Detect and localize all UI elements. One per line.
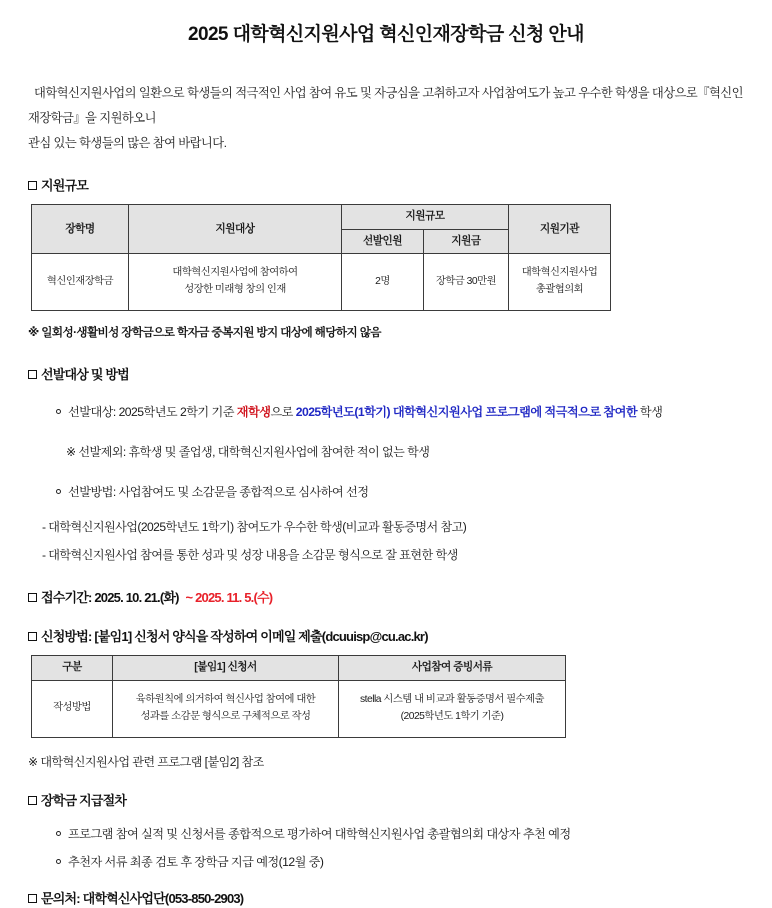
th-category: 구분 <box>32 656 113 680</box>
period-red-text: ~ 2025. 11. 5.(수) <box>185 590 273 606</box>
th-scholarship-name: 장학명 <box>32 205 129 254</box>
cell-target-line-1: 대학혁신지원사업에 참여하여 <box>172 267 298 279</box>
square-bullet-icon <box>28 796 37 805</box>
selection-dash-item-2: - 대학혁신지원사업 참여를 통한 성과 및 성장 내용을 소감문 형식으로 잘 표현한 학생 <box>42 547 458 562</box>
cell-proof-documents <box>339 680 566 737</box>
th-amount: 지원금 <box>424 229 509 253</box>
th-scale-group: 지원규모 <box>342 205 509 229</box>
cell-target <box>129 254 342 311</box>
section-heading-support-scale <box>0 178 772 195</box>
section-heading-apply-method-label: 신청방법: [붙임1] 신청서 양식을 작성하여 이메일 제출(dcuuisp@cu.ac.kr) <box>41 629 428 645</box>
th-selected-count: 선발인원 <box>342 229 424 253</box>
support-scale-note: ※ 일회성·생활비성 장학금으로 학자금 중복지원 방지 대상에 해당하지 않음 <box>28 326 381 340</box>
cell-application-form-line-1: 육하원칙에 의거하여 혁신사업 참여에 대한 <box>135 693 316 705</box>
cell-proof-documents-line-2: (2025학년도 1학기 기준) <box>400 710 504 722</box>
section-heading-selection <box>0 367 772 384</box>
support-scale-table <box>31 204 611 311</box>
square-bullet-icon <box>28 593 37 602</box>
circle-bullet-icon <box>56 409 61 414</box>
apply-method-note: ※ 대학혁신지원사업 관련 프로그램 [붙임2] 참조 <box>28 754 264 769</box>
section-heading-contact <box>0 891 772 908</box>
selection-target-blue: 2025학년도(1학기) 대학혁신지원사업 프로그램에 적극적으로 참여한 <box>295 405 638 420</box>
payment-bullet-1-text: 프로그램 참여 실적 및 신청서를 종합적으로 평가하여 대학혁신지원사업 총괄협의회 대상자 추천 예정 <box>68 826 571 841</box>
selection-target-suffix: 학생 <box>637 405 663 420</box>
payment-bullet-2 <box>0 854 772 872</box>
table-row <box>32 254 611 311</box>
apply-method-table <box>31 655 566 737</box>
th-target: 지원대상 <box>129 205 342 254</box>
square-bullet-icon <box>28 894 37 903</box>
intro-line-1: 대학혁신지원사업의 일환으로 학생들의 적극적인 사업 참여 유도 및 자긍심을 고취하고자 사업참여도가 높고 우수한 학생을 대상으로『혁신인재장학금』을 지원하오니 <box>28 85 743 125</box>
page-title: 2025 대학혁신지원사업 혁신인재장학금 신청 안내 <box>188 24 584 45</box>
cell-application-form <box>113 680 339 737</box>
payment-bullet-1 <box>0 826 772 844</box>
square-bullet-icon <box>28 370 37 379</box>
section-heading-payment-process-label: 장학금 지급절차 <box>41 793 127 809</box>
intro-line-2: 관심 있는 학생들의 많은 참여 바랍니다. <box>28 136 227 151</box>
cell-organization-line-1: 대학혁신지원사업 <box>521 267 598 279</box>
period-black-text: 접수기간: 2025. 10. 21.(화) <box>41 590 182 606</box>
selection-method-text: 선발방법: 사업참여도 및 소감문을 종합적으로 심사하여 선정 <box>68 484 369 499</box>
section-heading-apply-method <box>0 629 772 646</box>
section-heading-period <box>0 590 772 607</box>
cell-application-form-line-2: 성과를 소감문 형식으로 구체적으로 작성 <box>140 710 311 722</box>
selection-exclusion-note: ※ 선발제외: 휴학생 및 졸업생, 대학혁신지원사업에 참여한 적이 없는 학생 <box>66 445 430 459</box>
table-row <box>32 680 566 737</box>
th-proof-documents: 사업참여 증빙서류 <box>339 656 566 680</box>
section-heading-selection-label: 선발대상 및 방법 <box>41 367 129 383</box>
selection-target-prefix: 선발대상: 2025학년도 2학기 기준 <box>68 405 237 420</box>
table-header-row-top <box>32 205 611 229</box>
th-organization: 지원기관 <box>509 205 611 254</box>
circle-bullet-icon <box>56 489 61 494</box>
cell-selected-count: 2명 <box>342 254 424 311</box>
table-header-row <box>32 656 566 680</box>
section-heading-support-scale-label: 지원규모 <box>41 178 89 194</box>
cell-category: 작성방법 <box>32 680 113 737</box>
contact-label: 문의처: 대학혁신사업단(053-850-2903) <box>41 891 244 907</box>
circle-bullet-icon <box>56 831 61 836</box>
cell-target-line-2: 성장한 미래형 창의 인재 <box>184 284 286 296</box>
cell-amount: 장학금 30만원 <box>424 254 509 311</box>
cell-organization-line-2: 총괄협의회 <box>535 284 584 296</box>
selection-target-mid: 으로 <box>270 405 296 420</box>
circle-bullet-icon <box>56 859 61 864</box>
cell-organization <box>509 254 611 311</box>
section-heading-payment-process <box>0 793 772 810</box>
square-bullet-icon <box>28 181 37 190</box>
selection-method-bullet <box>0 484 772 502</box>
payment-bullet-2-text: 추천자 서류 최종 검토 후 장학금 지급 예정(12월 중) <box>68 854 324 869</box>
th-application-form: [붙임1] 신청서 <box>113 656 339 680</box>
selection-target-bullet <box>0 404 772 422</box>
cell-proof-documents-line-1: stella 시스템 내 비교과 활동증명서 필수제출 <box>360 693 544 705</box>
selection-dash-item-1: - 대학혁신지원사업(2025학년도 1학기) 참여도가 우수한 학생(비교과 활동증명서 참고) <box>42 520 467 535</box>
intro-paragraph <box>0 47 772 157</box>
cell-scholarship-name: 혁신인재장학금 <box>32 254 129 311</box>
square-bullet-icon <box>28 632 37 641</box>
selection-target-red: 재학생 <box>236 405 271 420</box>
selection-target-text <box>68 404 662 422</box>
